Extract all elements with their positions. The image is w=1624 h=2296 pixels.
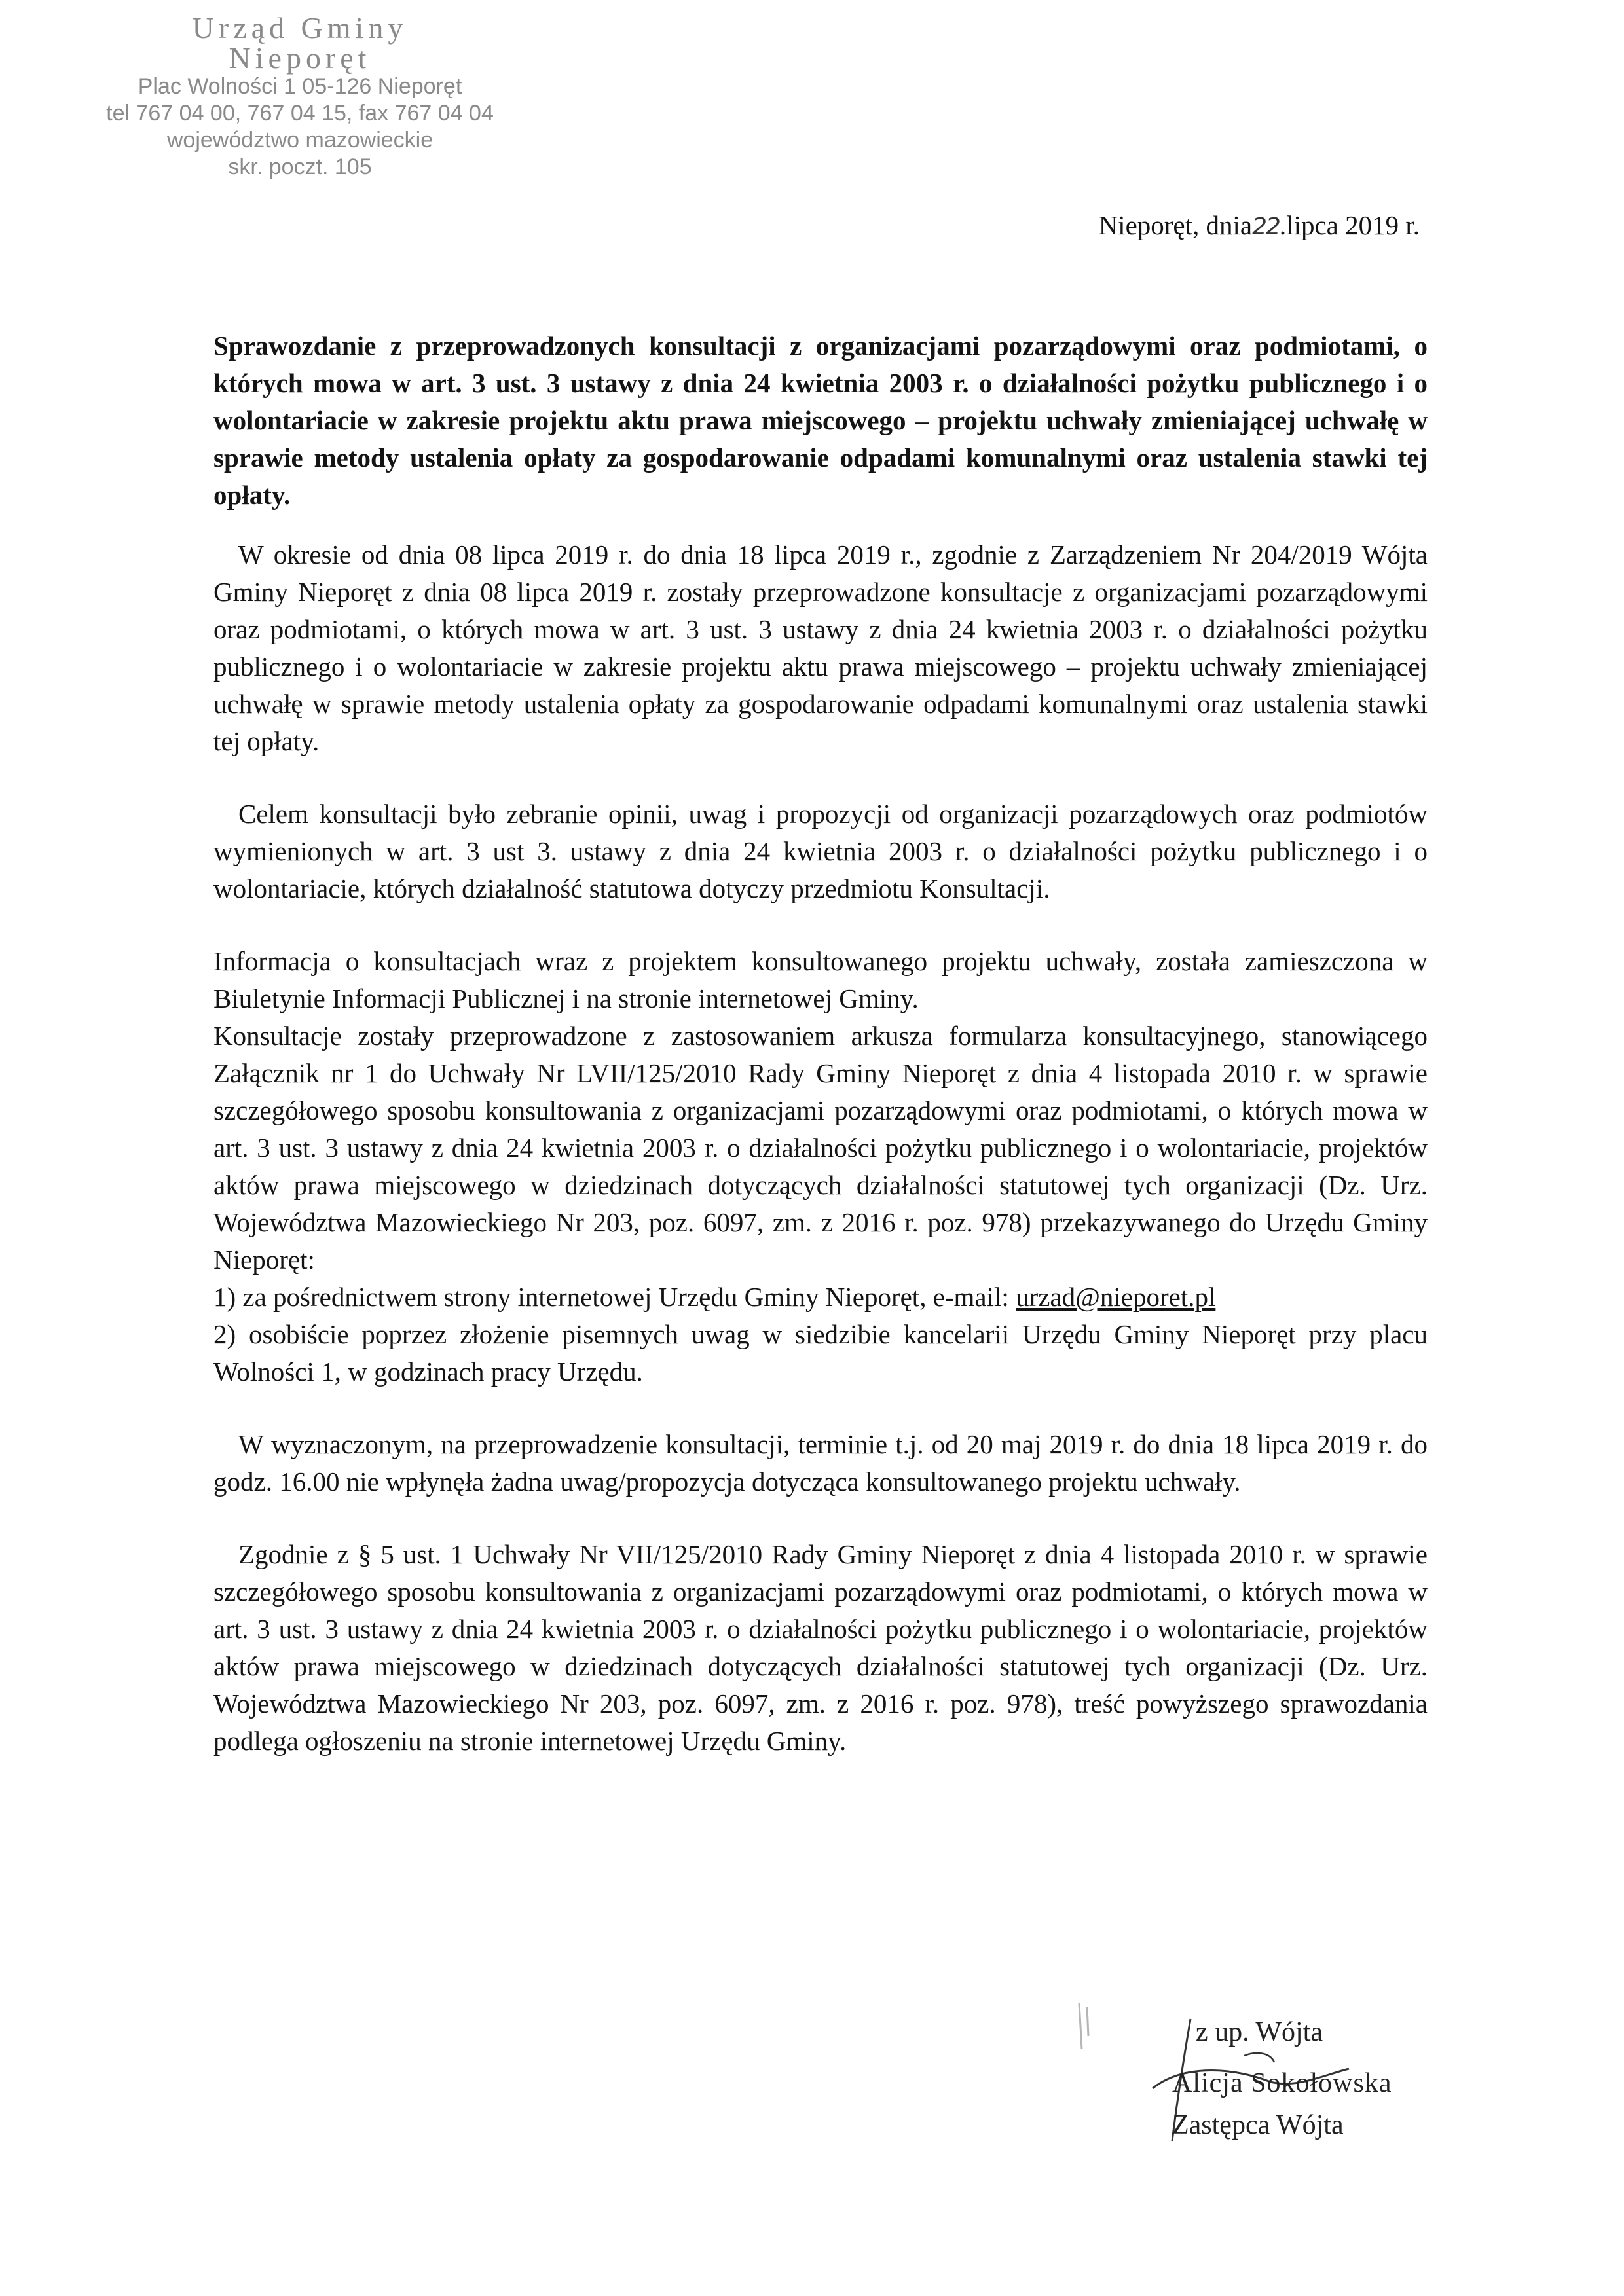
document-date — [1099, 210, 1420, 241]
paragraph-publication-obligation: Zgodnie z § 5 ust. 1 Uchwały Nr VII/125/2010 Rady Gminy Nieporęt z dnia 4 listopada 2010 r. w sprawie szczegółowego sposobu konsultowania z organizacjami pozarządowymi oraz podmiotami, o których mowa w art. 3 ust. 3 ustawy z dnia 24 kwietnia 2003 r. o działalności pożytku publicznego i o wolontariacie, projektów aktów prawa miejscowego w dziedzinach dotyczących działalności statutowej tych organizacji (Dz. Urz. Województwa Mazowieckiego Nr 203, poz. 6097, zm. z 2016 r. poz. 978), treść powyższego sprawozdania podlega ogłoszeniu na stronie internetowej Urzędu Gminy. — [213, 1539, 1428, 1756]
date-prefix: Nieporęt, dnia — [1098, 210, 1253, 240]
document-body — [213, 327, 1428, 1795]
stamp-phone: tel 767 04 00, 767 04 15, fax 767 04 04 — [106, 101, 494, 126]
paragraph-consultation-period: W okresie od dnia 08 lipca 2019 r. do dnia 18 lipca 2019 r., zgodnie z Zarządzeniem Nr 204/2019 Wójta Gminy Nieporęt z dnia 08 lipca 2019 r. zostały przeprowadzone konsultacje z organizacjami pozarządowymi oraz podmiotami, o których mowa w art. 3 ust. 3 ustawy z dnia 24 kwietnia 2003 r. o działalności pożytku publicznego i o wolontariacie w zakresie projektu aktu prawa miejscowego – projektu uchwały zmieniającej uchwałę w sprawie metody ustalenia opłaty za gospodarowanie odpadami komunalnymi oraz ustalenia stawki tej opłaty. — [213, 539, 1428, 756]
paragraph-publication-info: Informacja o konsultacjach wraz z projektem konsultowanego projektu uchwały, została zamieszczona w Biuletynie Informacji Publicznej i na stronie internetowej Gminy. — [213, 946, 1428, 1013]
signature-authority: z up. Wójta — [1196, 2017, 1323, 2047]
list-item-online — [213, 1279, 1428, 1316]
stamp-office-name: Urząd Gminy — [192, 11, 408, 45]
email-link[interactable]: urzad@nieporet.pl — [1016, 1282, 1216, 1312]
signature-position: Zastępca Wójta — [1172, 2110, 1344, 2140]
list-item-online-text: 1) za pośrednictwem strony internetowej Urzędu Gminy Nieporęt, e-mail: — [213, 1282, 1016, 1312]
stamp-po-box: skr. poczt. 105 — [228, 155, 372, 179]
paragraph-consultation-purpose: Celem konsultacji było zebranie opinii, uwag i propozycji od organizacji pozarządowych oraz podmiotów wymienionych w art. 3 ust 3. ustawy z dnia 24 kwietnia 2003 r. o działalności pożytku publicznego i o wolontariacie, których działalność statutowa dotyczy przedmiotu Konsultacji. — [213, 799, 1428, 903]
list-item-in-person: 2) osobiście poprzez złożenie pisemnych uwag w siedzibie kancelarii Urzędu Gminy Nieporęt przy placu Wolności 1, w godzinach pracy Urzędu. — [213, 1319, 1428, 1387]
signature-name: Alicja Sokołowska — [1172, 2068, 1392, 2098]
paragraph-no-comments: W wyznaczonym, na przeprowadzenie konsultacji, terminie t.j. od 20 maj 2019 r. do dnia 18 lipca 2019 r. do godz. 16.00 nie wpłynęła żadna uwag/propozycja dotycząca konsultowanego projektu uchwały. — [213, 1429, 1428, 1497]
stamp-municipality: Nieporęt — [229, 41, 371, 75]
office-stamp — [77, 13, 523, 181]
date-suffix: .lipca 2019 r. — [1279, 210, 1420, 240]
date-day-handwritten: 22 — [1252, 213, 1280, 240]
document-title: Sprawozdanie z przeprowadzonych konsultacji z organizacjami pozarządowymi oraz podmiotami, o których mowa w art. 3 ust. 3 ustawy z dnia 24 kwietnia 2003 r. o działalności pożytku publicznego i o wolontariacie w zakresie projektu aktu prawa miejscowego – projektu uchwały zmieniającej uchwałę w sprawie metody ustalenia opłaty za gospodarowanie odpadami komunalnymi oraz ustalenia stawki tej opłaty. — [213, 331, 1428, 510]
stamp-address: Plac Wolności 1 05-126 Nieporęt — [138, 74, 462, 99]
paragraph-consultation-method: Konsultacje zostały przeprowadzone z zastosowaniem arkusza formularza konsultacyjnego, stanowiącego Załącznik nr 1 do Uchwały Nr LVII/125/2010 Rady Gminy Nieporęt z dnia 4 listopada 2010 r. w sprawie szczegółowego sposobu konsultowania z organizacjami pozarządowymi oraz podmiotami, o których mowa w art. 3 ust. 3 ustawy z dnia 24 kwietnia 2003 r. o działalności pożytku publicznego i o wolontariacie, projektów aktów prawa miejscowego w dziedzinach dotyczących działalności statutowej tych organizacji (Dz. Urz. Województwa Mazowieckiego Nr 203, poz. 6097, zm. z 2016 r. poz. 978) przekazywanego do Urzędu Gminy Nieporęt: — [213, 1021, 1428, 1275]
signature-block — [1074, 1990, 1467, 2160]
stamp-province: województwo mazowieckie — [166, 128, 434, 153]
